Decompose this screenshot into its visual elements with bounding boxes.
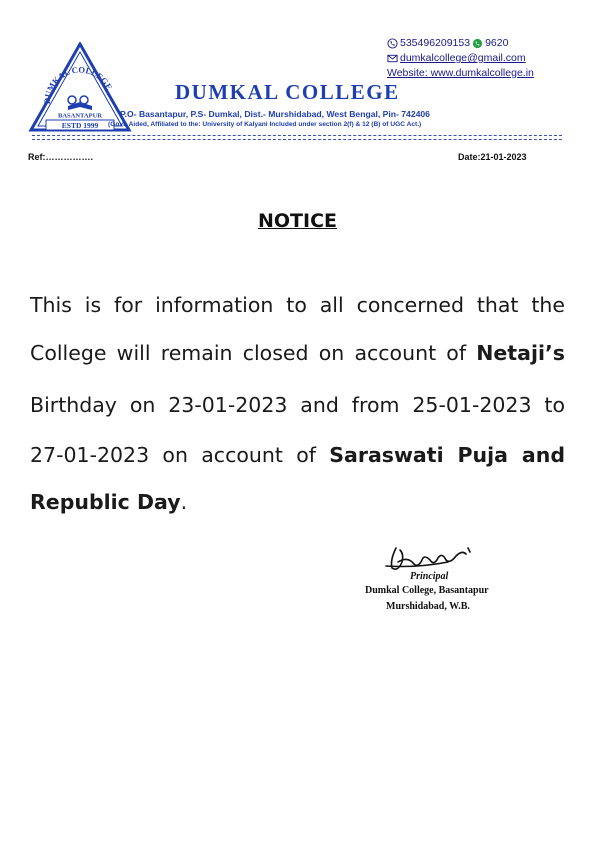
college-affiliation: (Govt. Aided, Affiliated to the: University of Kalyani Included under section 2(f) & 12 (B) of UGC Act.): [108, 121, 422, 128]
notice-highlight-saraswati-puja: Saraswati Puja and: [329, 443, 565, 467]
notice-text: 27-01-2023 on account of: [30, 443, 330, 467]
whatsapp-icon: [472, 38, 483, 49]
logo-estd: ESTD 1999: [61, 121, 99, 130]
whatsapp-number: 9620: [485, 37, 509, 49]
principal-college: Dumkal College, Basantapur: [365, 585, 489, 596]
notice-title: NOTICE: [257, 210, 337, 232]
phone-number: 535496209153: [400, 37, 471, 49]
website-link[interactable]: Website: www.dumkalcollege.in: [387, 67, 534, 79]
notice-body-line-4: [30, 443, 565, 467]
reference-number: Ref:…………….: [28, 152, 93, 162]
divider-line-top: [32, 135, 562, 136]
logo-place: BASANTAPUR: [58, 112, 102, 120]
notice-body-line-3: [30, 393, 565, 417]
notice-text: .: [180, 490, 188, 514]
college-address: P.O- Basantapur, P.S- Dumkal, Dist.- Murshidabad, West Bengal, Pin- 742406: [120, 109, 430, 119]
envelope-icon: [387, 53, 398, 64]
notice-date: Date:21-01-2023: [458, 152, 527, 162]
college-logo: [28, 42, 132, 132]
principal-district: Murshidabad, W.B.: [386, 601, 470, 612]
notice-highlight-republic-day: Republic Day: [30, 490, 181, 514]
notice-text: This is for information to all concerned that the: [30, 293, 565, 317]
notice-body-line-1: [30, 293, 565, 317]
principal-title: Principal: [410, 571, 449, 582]
contact-website-row: [387, 67, 534, 79]
notice-text: Birthday on 23-01-2023 and from 25-01-2023 to: [30, 393, 565, 417]
notice-text: College will remain closed on account of: [30, 341, 477, 365]
college-name: DUMKAL COLLEGE: [175, 80, 400, 104]
notice-body-line-2: [30, 341, 565, 365]
phone-icon: [387, 38, 398, 49]
logo-arc-text: DUMKAL COLLEGE: [41, 64, 115, 105]
notice-body-line-5: [30, 490, 565, 514]
contact-phone-row: [387, 37, 508, 49]
notice-highlight-netaji: Netaji’s: [476, 341, 565, 365]
divider-line-bottom: [32, 139, 562, 140]
contact-email-row: [387, 52, 526, 64]
email-link[interactable]: dumkalcollege@gmail.com: [400, 52, 526, 64]
